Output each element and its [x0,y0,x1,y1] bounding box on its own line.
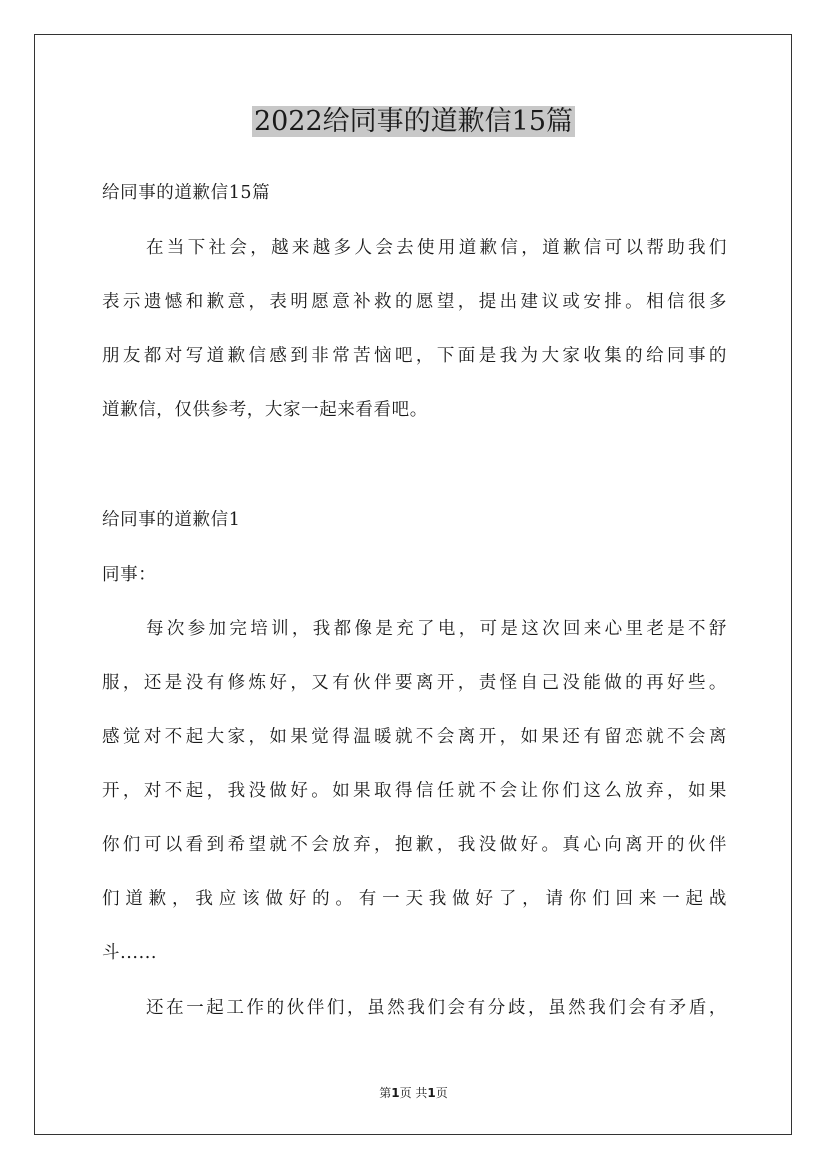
page-mid: 页 共 [399,1086,428,1100]
intro-line: 道歉信，仅供参考，大家一起来看看吧。 [102,400,428,420]
body-line: 每次参加完培训，我都像是充了电，可是这次回来心里老是不舒 [146,619,727,639]
body-line: 感觉对不起大家，如果觉得温暖就不会离开，如果还有留恋就不会离 [102,727,727,747]
document-title-text: 2022给同事的道歉信15篇 [253,106,574,137]
page-current: 1 [391,1086,400,1100]
document-title [0,103,827,141]
body-line: 们道歉，我应该做好的。有一天我做好了，请你们回来一起战 [102,889,727,909]
intro-line: 表示遗憾和歉意，表明愿意补救的愿望，提出建议或安排。相信很多 [102,292,727,312]
body-line: 开，对不起，我没做好。如果取得信任就不会让你们这么放弃，如果 [102,781,727,801]
page-suffix: 页 [435,1086,448,1100]
body-line: 你们可以看到希望就不会放弃，抱歉，我没做好。真心向离开的伙伴 [102,835,727,855]
body-line: 服，还是没有修炼好，又有伙伴要离开，责怪自己没能做的再好些。 [102,673,727,693]
section-heading: 给同事的道歉信1 [102,510,241,530]
body-line: 斗...... [102,943,158,963]
document-subtitle: 给同事的道歉信15篇 [102,183,271,203]
intro-line: 朋友都对写道歉信感到非常苦恼吧，下面是我为大家收集的给同事的 [102,346,727,366]
page-footer [0,1085,827,1101]
continuation-line: 还在一起工作的伙伴们，虽然我们会有分歧，虽然我们会有矛盾， [146,998,727,1018]
salutation: 同事： [102,565,157,585]
page-prefix: 第 [379,1086,392,1100]
page-total: 1 [427,1086,436,1100]
intro-line: 在当下社会，越来越多人会去使用道歉信，道歉信可以帮助我们 [146,238,727,258]
